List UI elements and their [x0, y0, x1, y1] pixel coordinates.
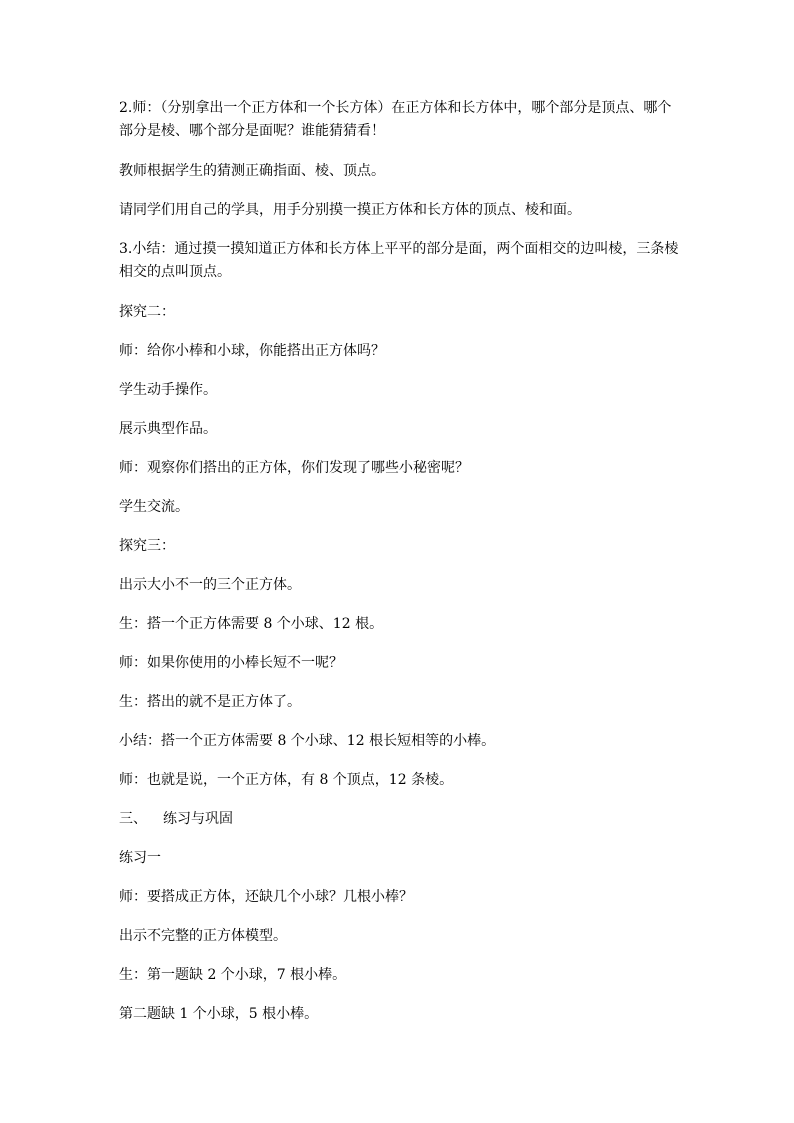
section-three-heading	[119, 808, 679, 830]
section-three-title: 练习与巩固	[163, 811, 233, 827]
paragraph-student-answer-q1: 生：第一题缺 2 个小球，7 根小棒。	[119, 967, 347, 983]
heading-explore-three: 探究三：	[119, 538, 175, 554]
heading-exercise-one: 练习一	[119, 850, 161, 866]
paragraph-summary-2: 小结：搭一个正方体需要 8 个小球、12 根长短相等的小棒。	[119, 733, 496, 749]
paragraph-teacher-ask-length: 师：如果你使用的小棒长短不一呢？	[119, 655, 343, 671]
paragraph-student-answer-2: 生：搭出的就不是正方体了。	[119, 694, 301, 710]
paragraph-teacher-observe: 师：观察你们搭出的正方体，你们发现了哪些小秘密呢？	[119, 460, 469, 476]
paragraph-student-touch: 请同学们用自己的学具，用手分别摸一摸正方体和长方体的顶点、棱和面。	[119, 202, 581, 218]
paragraph-show-incomplete-model: 出示不完整的正方体模型。	[119, 928, 287, 944]
paragraph-teacher-exercise-question: 师：要搭成正方体，还缺几个小球？几根小棒？	[119, 889, 413, 905]
section-three-number: 三、	[119, 811, 147, 827]
paragraph-teacher-question: 2.师：（分别拿出一个正方体和一个长方体）在正方体和长方体中，哪个部分是顶点、哪个部分是棱、哪个部分是面呢？谁能猜猜看！	[119, 100, 672, 139]
heading-explore-two: 探究二：	[119, 304, 175, 320]
paragraph-summary-1: 3.小结：通过摸一摸知道正方体和长方体上平平的部分是面，两个面相交的边叫棱，三条棱相交的点叫顶点。	[119, 241, 679, 280]
paragraph-student-exchange: 学生交流。	[119, 499, 189, 515]
paragraph-student-answer-q2: 第二题缺 1 个小球，5 根小棒。	[119, 1006, 319, 1022]
document-page	[119, 97, 679, 1042]
paragraph-teacher-conclusion: 师：也就是说，一个正方体，有 8 个顶点，12 条棱。	[119, 772, 454, 788]
paragraph-student-answer-1: 生：搭一个正方体需要 8 个小球、12 根。	[119, 616, 384, 632]
paragraph-teacher-give-sticks: 师：给你小棒和小球，你能搭出正方体吗？	[119, 343, 385, 359]
paragraph-show-works: 展示典型作品。	[119, 421, 217, 437]
paragraph-student-operate: 学生动手操作。	[119, 382, 217, 398]
paragraph-teacher-points: 教师根据学生的猜测正确指面、棱、顶点。	[119, 163, 385, 179]
paragraph-show-three-cubes: 出示大小不一的三个正方体。	[119, 577, 301, 593]
